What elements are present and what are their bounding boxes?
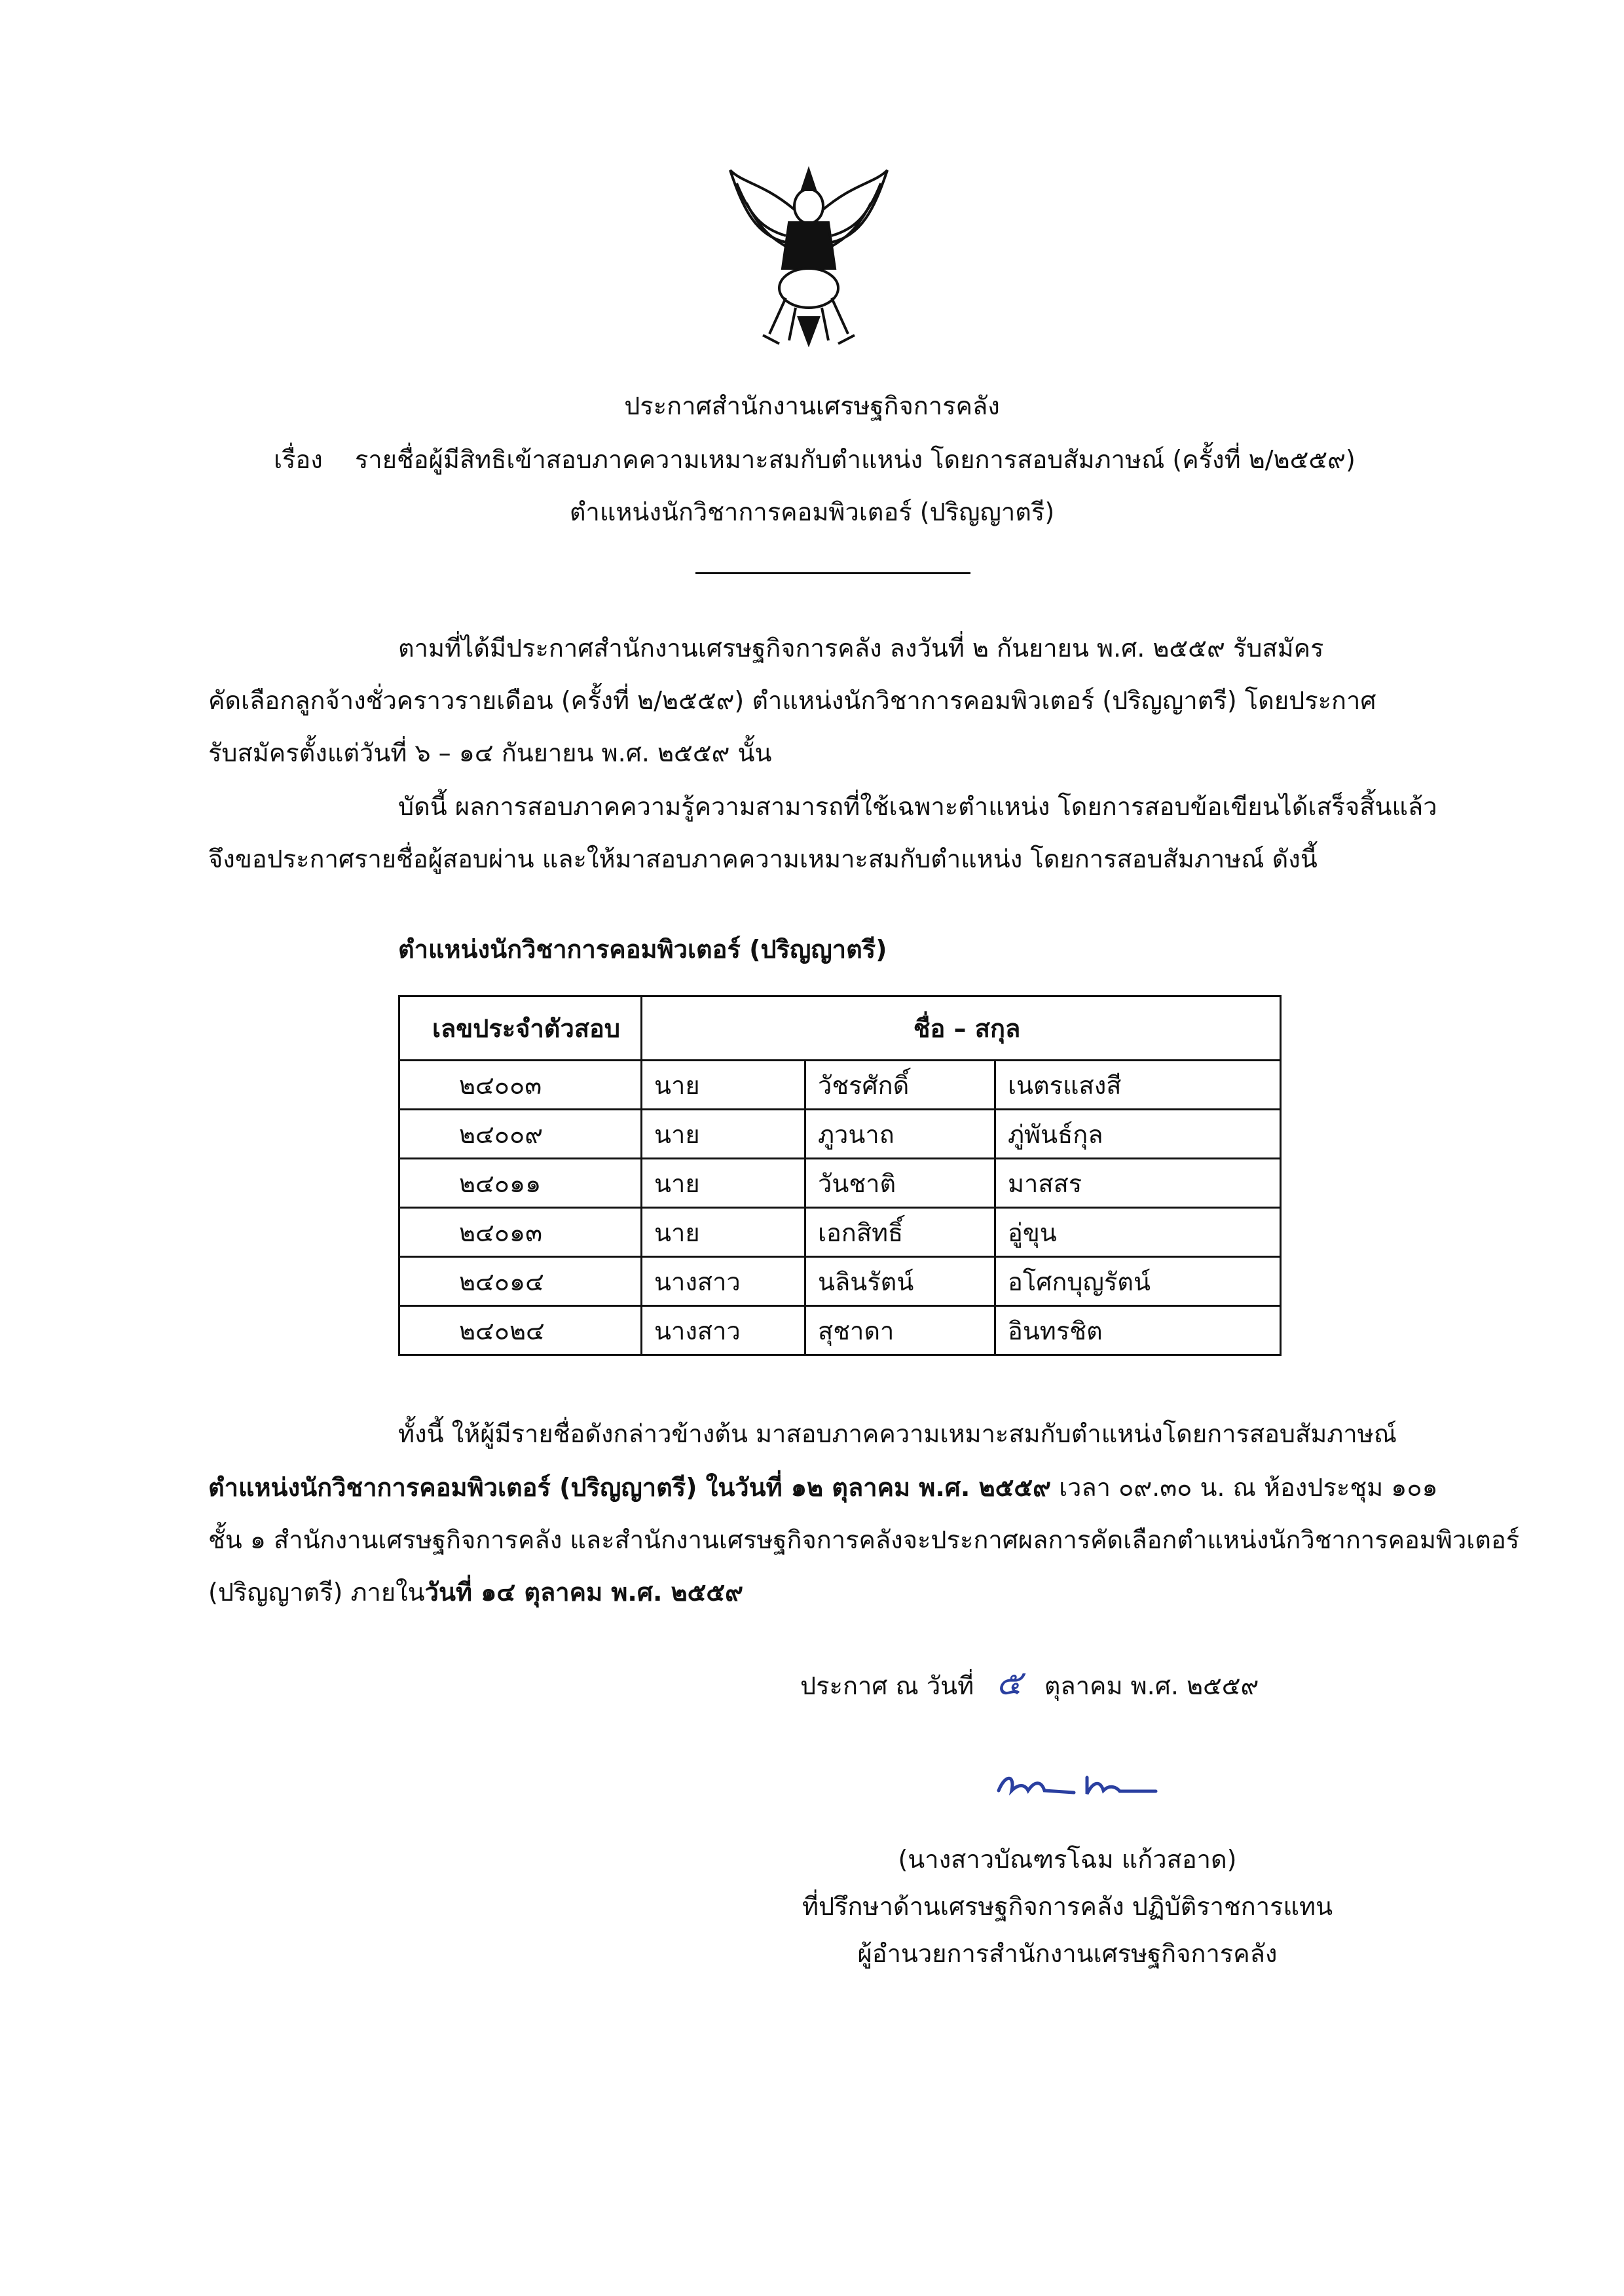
signatory-role-2: ผู้อำนวยการสำนักงานเศรษฐกิจการคลัง xyxy=(857,1939,1278,1968)
closing-line-1: ทั้งนี้ ให้ผู้มีรายชื่อดังกล่าวข้างต้น มาสอบภาคความเหมาะสมกับตำแหน่งโดยการสอบสัมภาษณ์ xyxy=(398,1419,1397,1448)
closing-line-4 xyxy=(208,1578,743,1608)
subject-text: รายชื่อผู้มีสิทธิเข้าสอบภาคความเหมาะสมกับตำแหน่ง โดยการสอบสัมภาษณ์ (ครั้งที่ ๒/๒๕๕๙) xyxy=(355,445,1356,474)
exam-id: ๒๔๐๑๔ xyxy=(399,1257,642,1306)
announce-suffix: ตุลาคม พ.ศ. ๒๕๕๙ xyxy=(1044,1671,1259,1700)
exam-id: ๒๔๐๑๑ xyxy=(399,1159,642,1208)
first-name: ภูวนาถ xyxy=(805,1110,995,1159)
table-row xyxy=(399,1061,1281,1110)
col-header-id: เลขประจำตัวสอบ xyxy=(399,996,642,1061)
first-name: วัชรศักดิ์ xyxy=(805,1061,995,1110)
closing-line-4-text: (ปริญญาตรี) ภายใน xyxy=(208,1578,425,1607)
position-line: ตำแหน่งนักวิชาการคอมพิวเตอร์ (ปริญญาตรี) xyxy=(569,498,1055,526)
last-name: ภู่พันธ์กุล xyxy=(995,1110,1281,1159)
table-row xyxy=(399,1159,1281,1208)
paragraph-2-line-2: จึงขอประกาศรายชื่อผู้สอบผ่าน และให้มาสอบภาคความเหมาะสมกับตำแหน่ง โดยการสอบสัมภาษณ์ ดังนี้ xyxy=(208,845,1318,873)
interview-date: ตำแหน่งนักวิชาการคอมพิวเตอร์ (ปริญญาตรี) ในวันที่ ๑๒ ตุลาคม พ.ศ. ๒๕๕๙ xyxy=(208,1473,1051,1502)
last-name: เนตรแสงสี xyxy=(995,1061,1281,1110)
signature-mark xyxy=(995,1768,1159,1807)
last-name: อู่ขุน xyxy=(995,1208,1281,1257)
name-title: นางสาว xyxy=(642,1257,805,1306)
signatory-name: (นางสาวบัณฑรโฉม แก้วสอาด) xyxy=(898,1845,1237,1874)
paragraph-1-line-1: ตามที่ได้มีประกาศสำนักงานเศรษฐกิจการคลัง ลงวันที่ ๒ กันยายน พ.ศ. ๒๕๕๙ รับสมัคร xyxy=(398,634,1324,663)
announce-day: ๕ xyxy=(996,1664,1022,1703)
name-title: นาย xyxy=(642,1061,805,1110)
paragraph-1-line-3: รับสมัครตั้งแต่วันที่ ๖ – ๑๔ กันยายน พ.ศ. ๒๕๕๙ นั้น xyxy=(208,738,772,767)
document-title: ประกาศสำนักงานเศรษฐกิจการคลัง xyxy=(624,392,1000,420)
candidate-table xyxy=(398,995,1282,1356)
name-title: นาย xyxy=(642,1110,805,1159)
closing-line-3: ชั้น ๑ สำนักงานเศรษฐกิจการคลัง และสำนักงานเศรษฐกิจการคลังจะประกาศผลการคัดเลือกตำแหน่งนักวิชาการคอมพิวเตอร์ xyxy=(208,1525,1520,1554)
exam-id: ๒๔๐๒๔ xyxy=(399,1306,642,1355)
garuda-emblem xyxy=(724,157,894,347)
last-name: อินทรชิต xyxy=(995,1306,1281,1355)
paragraph-2-line-1: บัดนี้ ผลการสอบภาคความรู้ความสามารถที่ใช้เฉพาะตำแหน่ง โดยการสอบข้อเขียนได้เสร็จสิ้นแล้ว xyxy=(398,792,1437,821)
table-row xyxy=(399,1257,1281,1306)
announce-prefix: ประกาศ ณ วันที่ xyxy=(800,1671,974,1700)
interview-time-place: เวลา ๐๙.๓๐ น. ณ ห้องประชุม ๑๐๑ xyxy=(1050,1473,1438,1502)
col-header-name: ชื่อ – สกุล xyxy=(642,996,1281,1061)
name-title: นาย xyxy=(642,1159,805,1208)
first-name: สุชาดา xyxy=(805,1306,995,1355)
name-title: นางสาว xyxy=(642,1306,805,1355)
name-title: นาย xyxy=(642,1208,805,1257)
announce-date xyxy=(800,1663,1259,1704)
table-row xyxy=(399,1208,1281,1257)
last-name: มาสสร xyxy=(995,1159,1281,1208)
header-divider xyxy=(695,572,970,574)
last-name: อโศกบุญรัตน์ xyxy=(995,1257,1281,1306)
signatory-role-1: ที่ปรึกษาด้านเศรษฐกิจการคลัง ปฏิบัติราชการแทน xyxy=(802,1892,1333,1921)
table-header-row xyxy=(399,996,1281,1061)
first-name: นลินรัตน์ xyxy=(805,1257,995,1306)
table-row xyxy=(399,1110,1281,1159)
closing-line-2 xyxy=(208,1473,1438,1503)
table-row xyxy=(399,1306,1281,1355)
result-date: วันที่ ๑๔ ตุลาคม พ.ศ. ๒๕๕๙ xyxy=(424,1578,744,1607)
exam-id: ๒๔๐๐๓ xyxy=(399,1061,642,1110)
first-name: วันชาติ xyxy=(805,1159,995,1208)
paragraph-1-line-2: คัดเลือกลูกจ้างชั่วคราวรายเดือน (ครั้งที่ ๒/๒๕๕๙) ตำแหน่งนักวิชาการคอมพิวเตอร์ (ปริญญาตรี) โดยประกาศ xyxy=(208,686,1376,715)
first-name: เอกสิทธิ์ xyxy=(805,1208,995,1257)
subject-label: เรื่อง xyxy=(274,445,323,474)
exam-id: ๒๔๐๑๓ xyxy=(399,1208,642,1257)
exam-id: ๒๔๐๐๙ xyxy=(399,1110,642,1159)
table-heading: ตำแหน่งนักวิชาการคอมพิวเตอร์ (ปริญญาตรี) xyxy=(398,935,887,964)
